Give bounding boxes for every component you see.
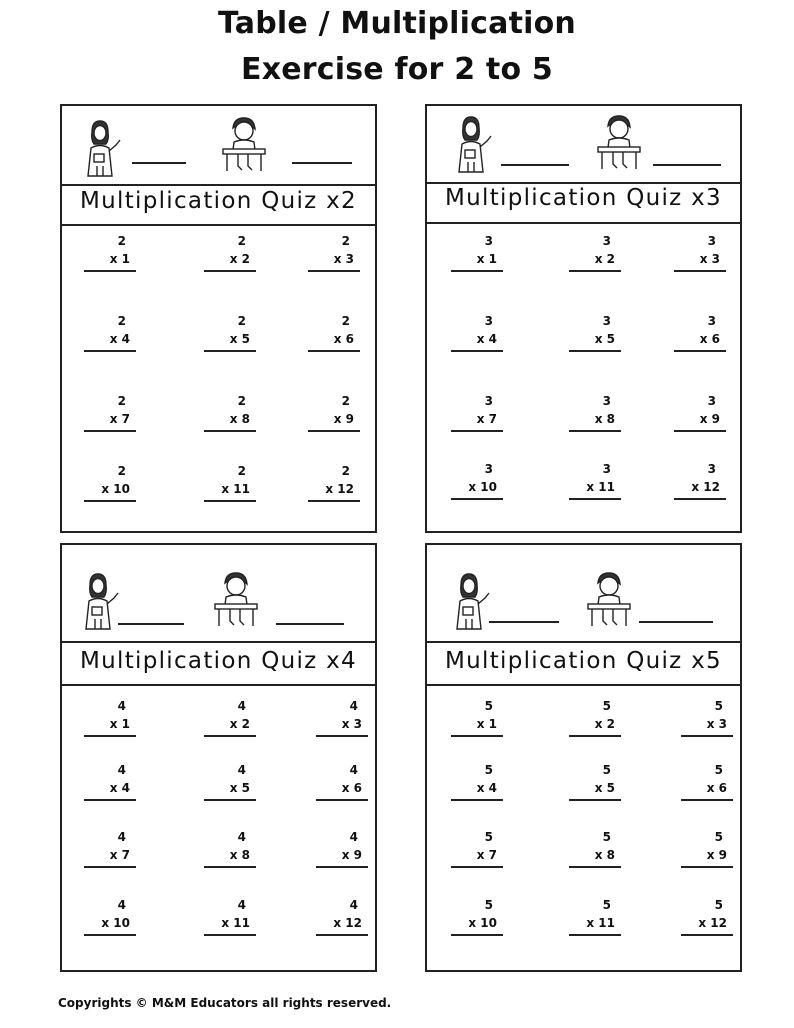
answer-line (84, 350, 136, 352)
student-name-blank (276, 623, 344, 625)
student-name-blank (639, 621, 713, 623)
multiplicand: 4 (237, 830, 246, 844)
answer-line (674, 498, 726, 500)
multiplier: x 3 (341, 717, 362, 731)
answer-line (674, 270, 726, 272)
answer-line (569, 735, 621, 737)
multiplicand: 4 (237, 699, 246, 713)
problem-5-x3 (677, 699, 737, 739)
problem-2-x12 (304, 464, 364, 504)
title-divider (62, 224, 375, 226)
multiplier: x 5 (594, 332, 615, 346)
multiplicand: 3 (484, 462, 493, 476)
problem-3-x1 (447, 234, 507, 274)
copyright-footer: Copyrights © M&M Educators all rights reserved. (58, 996, 392, 1010)
answer-line (204, 934, 256, 936)
multiplicand: 4 (349, 763, 358, 777)
title-divider (62, 684, 375, 686)
quiz-title: Multiplication Quiz x3 (444, 185, 722, 211)
student-name-blank (653, 164, 721, 166)
quiz-title: Multiplication Quiz x2 (79, 188, 357, 214)
teacher-name-blank (489, 621, 559, 623)
multiplicand: 2 (237, 314, 246, 328)
multiplier: x 10 (468, 916, 497, 930)
problem-4-x7 (80, 830, 140, 870)
multiplier: x 11 (221, 916, 250, 930)
multiplier: x 10 (468, 480, 497, 494)
answer-line (569, 799, 621, 801)
multiplier: x 5 (594, 781, 615, 795)
multiplier: x 7 (109, 848, 130, 862)
problem-2-x11 (200, 464, 260, 504)
multiplicand: 3 (602, 314, 611, 328)
multiplicand: 2 (341, 314, 350, 328)
multiplier: x 3 (699, 252, 720, 266)
multiplier: x 4 (109, 781, 130, 795)
multiplier: x 9 (699, 412, 720, 426)
multiplier: x 3 (333, 252, 354, 266)
answer-line (308, 430, 360, 432)
problem-5-x10 (447, 898, 507, 938)
multiplicand: 5 (602, 763, 611, 777)
answer-line (84, 735, 136, 737)
quiz-card-2 (60, 104, 377, 533)
multiplier: x 7 (109, 412, 130, 426)
multiplier: x 2 (594, 717, 615, 731)
multiplier: x 6 (706, 781, 727, 795)
student-desk-icon (212, 571, 260, 633)
problem-5-x2 (565, 699, 625, 739)
quiz-card-4 (60, 543, 377, 972)
header-divider (62, 184, 375, 186)
answer-line (569, 270, 621, 272)
multiplicand: 5 (602, 898, 611, 912)
multiplicand: 2 (341, 234, 350, 248)
problem-3-x4 (447, 314, 507, 354)
title-divider (427, 684, 740, 686)
problem-5-x6 (677, 763, 737, 803)
multiplicand: 5 (602, 699, 611, 713)
multiplicand: 4 (349, 830, 358, 844)
multiplier: x 11 (586, 916, 615, 930)
answer-line (316, 735, 368, 737)
multiplier: x 8 (594, 412, 615, 426)
multiplier: x 8 (229, 848, 250, 862)
multiplier: x 11 (586, 480, 615, 494)
multiplicand: 3 (602, 462, 611, 476)
problem-5-x12 (677, 898, 737, 938)
answer-line (674, 350, 726, 352)
answer-line (681, 866, 733, 868)
multiplicand: 3 (484, 234, 493, 248)
multiplicand: 5 (714, 699, 723, 713)
problem-3-x10 (447, 462, 507, 502)
problem-4-x5 (200, 763, 260, 803)
multiplier: x 12 (325, 482, 354, 496)
multiplicand: 3 (484, 314, 493, 328)
page-subtitle: Exercise for 2 to 5 (241, 52, 553, 87)
answer-line (84, 866, 136, 868)
multiplicand: 4 (117, 898, 126, 912)
problem-2-x4 (80, 314, 140, 354)
answer-line (316, 934, 368, 936)
multiplier: x 3 (706, 717, 727, 731)
multiplicand: 4 (349, 898, 358, 912)
problem-3-x2 (565, 234, 625, 274)
multiplicand: 3 (707, 394, 716, 408)
answer-line (204, 866, 256, 868)
multiplicand: 3 (602, 234, 611, 248)
answer-line (316, 866, 368, 868)
answer-line (569, 498, 621, 500)
problem-2-x2 (200, 234, 260, 274)
problem-4-x11 (200, 898, 260, 938)
problem-5-x7 (447, 830, 507, 870)
answer-line (84, 500, 136, 502)
problem-3-x5 (565, 314, 625, 354)
multiplier: x 1 (476, 252, 497, 266)
quiz-title: Multiplication Quiz x4 (79, 648, 357, 674)
teacher-icon (76, 571, 120, 635)
multiplicand: 4 (117, 763, 126, 777)
header-divider (427, 182, 740, 184)
answer-line (569, 866, 621, 868)
multiplier: x 12 (691, 480, 720, 494)
multiplicand: 5 (714, 898, 723, 912)
problem-4-x6 (312, 763, 372, 803)
problem-5-x9 (677, 830, 737, 870)
multiplier: x 1 (109, 252, 130, 266)
multiplier: x 2 (229, 252, 250, 266)
problem-3-x9 (670, 394, 730, 434)
multiplicand: 5 (484, 763, 493, 777)
teacher-name-blank (118, 623, 184, 625)
answer-line (569, 350, 621, 352)
quiz-card-3 (425, 104, 742, 533)
problem-5-x11 (565, 898, 625, 938)
multiplicand: 2 (341, 394, 350, 408)
teacher-icon (449, 114, 493, 178)
answer-line (451, 270, 503, 272)
answer-line (308, 350, 360, 352)
multiplicand: 2 (117, 234, 126, 248)
student-desk-icon (585, 571, 633, 633)
multiplier: x 1 (476, 717, 497, 731)
answer-line (308, 500, 360, 502)
teacher-name-blank (132, 162, 186, 164)
multiplicand: 4 (117, 699, 126, 713)
student-name-blank (292, 162, 352, 164)
problem-3-x11 (565, 462, 625, 502)
answer-line (451, 498, 503, 500)
student-desk-icon (595, 114, 643, 176)
answer-line (204, 430, 256, 432)
answer-line (316, 799, 368, 801)
multiplier: x 7 (476, 848, 497, 862)
problem-3-x8 (565, 394, 625, 434)
multiplier: x 2 (594, 252, 615, 266)
answer-line (569, 430, 621, 432)
multiplier: x 10 (101, 482, 130, 496)
multiplicand: 2 (237, 234, 246, 248)
problem-3-x3 (670, 234, 730, 274)
problem-2-x5 (200, 314, 260, 354)
problem-2-x1 (80, 234, 140, 274)
problem-4-x12 (312, 898, 372, 938)
multiplier: x 10 (101, 916, 130, 930)
multiplicand: 4 (117, 830, 126, 844)
multiplicand: 2 (237, 394, 246, 408)
answer-line (308, 270, 360, 272)
answer-line (681, 799, 733, 801)
teacher-icon (447, 571, 491, 635)
multiplier: x 6 (699, 332, 720, 346)
answer-line (84, 934, 136, 936)
multiplicand: 2 (237, 464, 246, 478)
multiplier: x 9 (333, 412, 354, 426)
answer-line (451, 350, 503, 352)
answer-line (84, 270, 136, 272)
multiplier: x 6 (333, 332, 354, 346)
multiplier: x 9 (706, 848, 727, 862)
answer-line (681, 934, 733, 936)
answer-line (451, 430, 503, 432)
problem-4-x10 (80, 898, 140, 938)
multiplier: x 9 (341, 848, 362, 862)
multiplier: x 2 (229, 717, 250, 731)
multiplicand: 2 (117, 394, 126, 408)
multiplier: x 8 (594, 848, 615, 862)
problem-4-x4 (80, 763, 140, 803)
answer-line (84, 799, 136, 801)
multiplier: x 4 (476, 332, 497, 346)
multiplier: x 6 (341, 781, 362, 795)
multiplicand: 4 (349, 699, 358, 713)
teacher-icon (78, 118, 122, 182)
multiplicand: 3 (707, 234, 716, 248)
problem-4-x3 (312, 699, 372, 739)
title-divider (427, 222, 740, 224)
answer-line (451, 934, 503, 936)
problem-4-x8 (200, 830, 260, 870)
multiplier: x 12 (333, 916, 362, 930)
answer-line (451, 799, 503, 801)
problem-4-x2 (200, 699, 260, 739)
multiplicand: 2 (117, 314, 126, 328)
problem-2-x7 (80, 394, 140, 434)
multiplicand: 5 (484, 830, 493, 844)
multiplicand: 5 (714, 830, 723, 844)
answer-line (451, 735, 503, 737)
problem-2-x6 (304, 314, 364, 354)
teacher-name-blank (501, 164, 569, 166)
answer-line (84, 430, 136, 432)
problem-5-x5 (565, 763, 625, 803)
multiplicand: 4 (237, 898, 246, 912)
answer-line (204, 500, 256, 502)
problem-2-x9 (304, 394, 364, 434)
multiplicand: 3 (602, 394, 611, 408)
multiplicand: 4 (237, 763, 246, 777)
problem-5-x1 (447, 699, 507, 739)
multiplier: x 12 (698, 916, 727, 930)
answer-line (204, 350, 256, 352)
problem-4-x1 (80, 699, 140, 739)
problem-2-x8 (200, 394, 260, 434)
student-desk-icon (220, 116, 268, 178)
problem-2-x10 (80, 464, 140, 504)
multiplier: x 5 (229, 332, 250, 346)
problem-3-x7 (447, 394, 507, 434)
answer-line (569, 934, 621, 936)
multiplier: x 5 (229, 781, 250, 795)
answer-line (681, 735, 733, 737)
answer-line (451, 866, 503, 868)
answer-line (674, 430, 726, 432)
problem-5-x8 (565, 830, 625, 870)
problem-3-x12 (670, 462, 730, 502)
multiplier: x 8 (229, 412, 250, 426)
multiplier: x 11 (221, 482, 250, 496)
answer-line (204, 735, 256, 737)
multiplier: x 1 (109, 717, 130, 731)
multiplicand: 2 (117, 464, 126, 478)
problem-3-x6 (670, 314, 730, 354)
page-title: Table / Multiplication (218, 6, 576, 41)
multiplicand: 2 (341, 464, 350, 478)
header-divider (427, 641, 740, 643)
problem-4-x9 (312, 830, 372, 870)
multiplicand: 3 (484, 394, 493, 408)
answer-line (204, 799, 256, 801)
multiplier: x 4 (109, 332, 130, 346)
multiplicand: 3 (707, 462, 716, 476)
multiplicand: 5 (484, 898, 493, 912)
multiplier: x 4 (476, 781, 497, 795)
multiplicand: 3 (707, 314, 716, 328)
multiplicand: 5 (714, 763, 723, 777)
answer-line (204, 270, 256, 272)
problem-5-x4 (447, 763, 507, 803)
quiz-card-5 (425, 543, 742, 972)
header-divider (62, 641, 375, 643)
multiplicand: 5 (484, 699, 493, 713)
multiplicand: 5 (602, 830, 611, 844)
problem-2-x3 (304, 234, 364, 274)
quiz-title: Multiplication Quiz x5 (444, 648, 722, 674)
multiplier: x 7 (476, 412, 497, 426)
